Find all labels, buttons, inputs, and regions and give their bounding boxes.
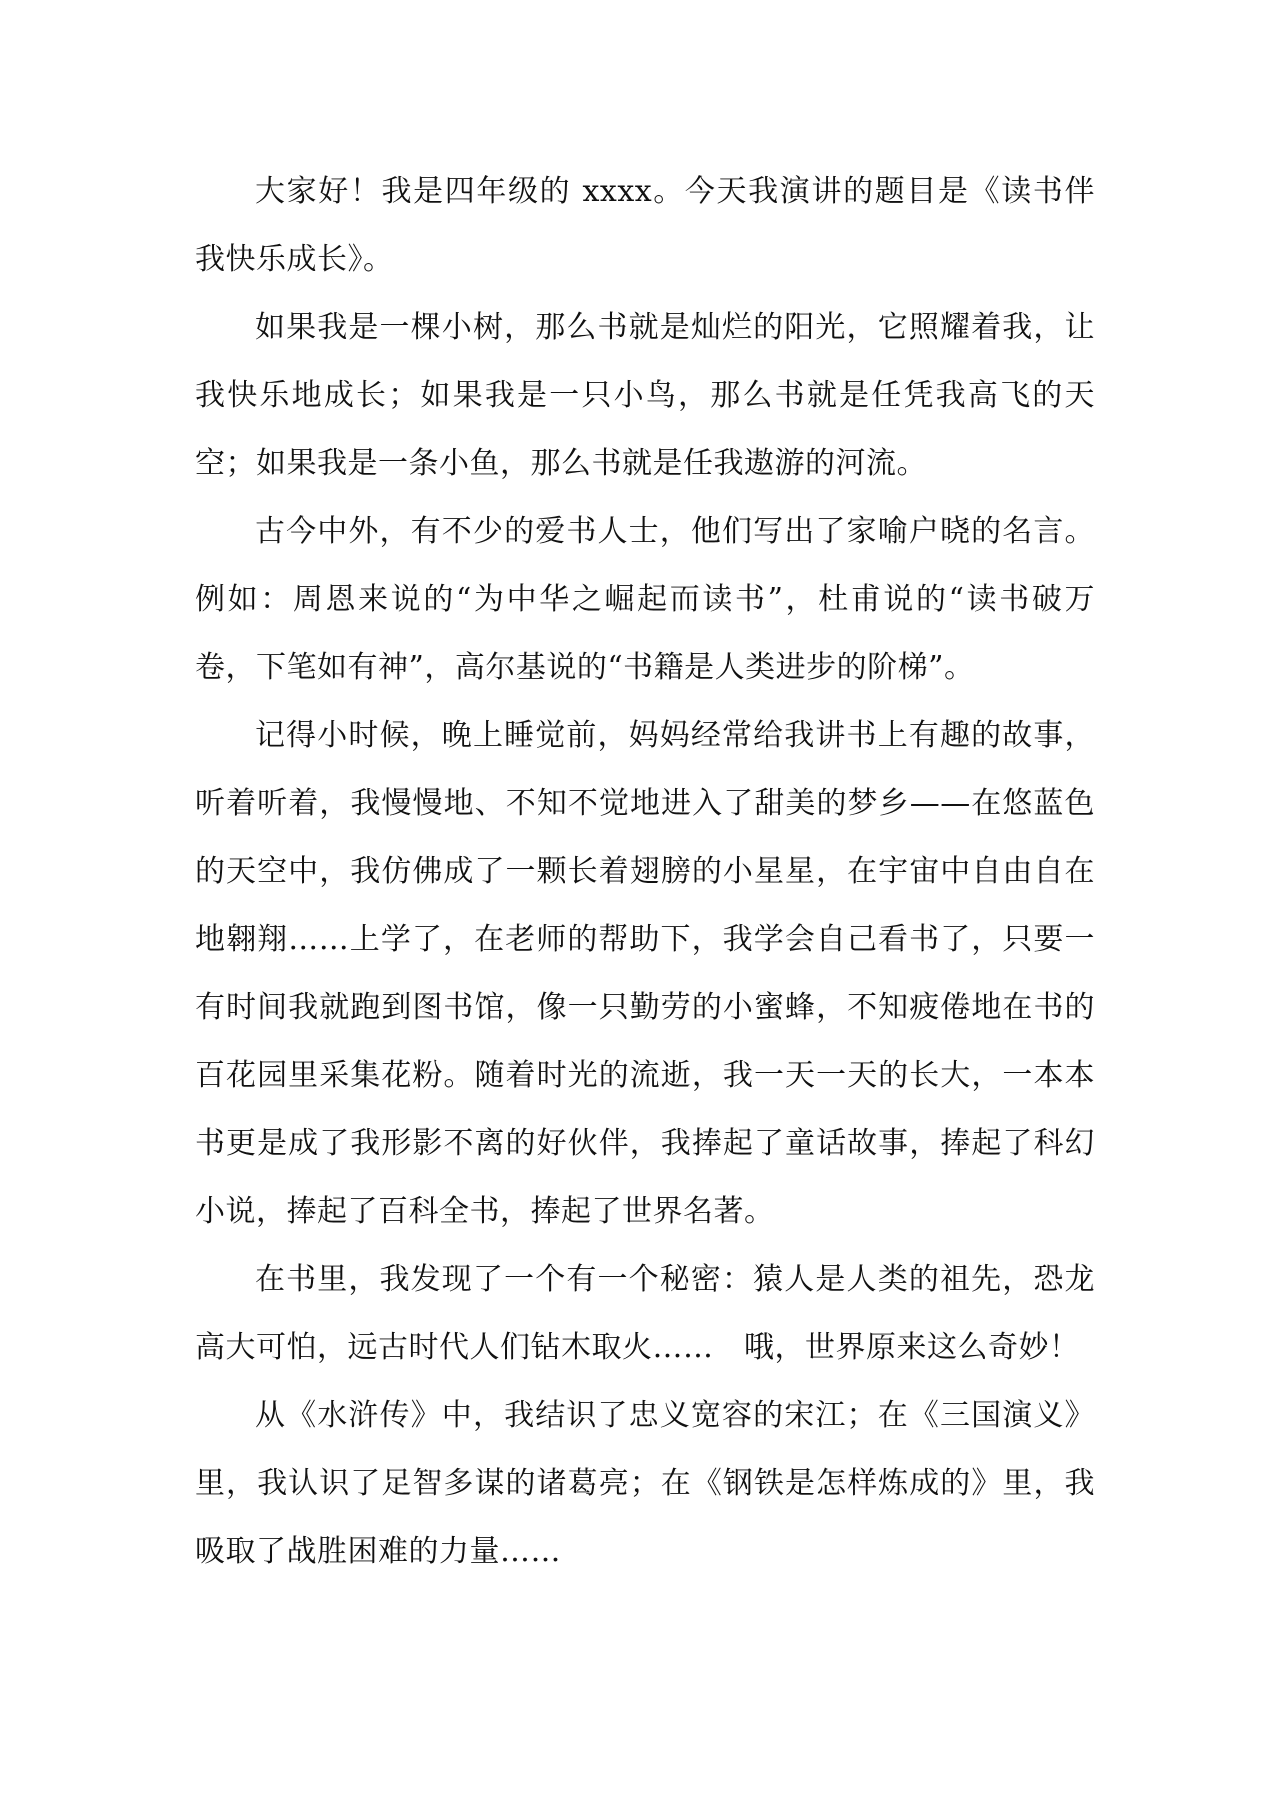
paragraph-secrets: 在书里，我发现了一个有一个秘密：猿人是人类的祖先，恐龙高大可怕，远古时代人们钻木取火…… 哦，世界原来这么奇妙！	[195, 1262, 1095, 1365]
paragraph-greeting: 大家好！我是四年级的 xxxx。今天我演讲的题目是《读书伴我快乐成长》。	[195, 174, 1095, 277]
paragraph-childhood: 记得小时候，晚上睡觉前，妈妈经常给我讲书上有趣的故事，听着听着，我慢慢地、不知不觉地进入了甜美的梦乡——在悠蓝色的天空中，我仿佛成了一颗长着翅膀的小星星，在宇宙中自由自在地翱翔……上学了，在老师的帮助下，我学会自己看书了，只要一有时间我就跑到图书馆，像一只勤劳的小蜜蜂，不知疲倦地在书的百花园里采集花粉。随着时光的流逝，我一天一天的长大，一本本书更是成了我形影不离的好伙伴，我捧起了童话故事，捧起了科幻小说，捧起了百科全书，捧起了世界名著。	[195, 718, 1095, 1229]
paragraph-classics: 从《水浒传》中，我结识了忠义宽容的宋江；在《三国演义》里，我认识了足智多谋的诸葛亮；在《钢铁是怎样炼成的》里，我吸取了战胜困难的力量……	[195, 1398, 1095, 1569]
speech-body	[195, 158, 1095, 1586]
paragraph-quotes: 古今中外，有不少的爱书人士，他们写出了家喻户晓的名言。例如：周恩来说的“为中华之崛起而读书”，杜甫说的“读书破万卷，下笔如有神”，高尔基说的“书籍是人类进步的阶梯”。	[195, 514, 1095, 685]
paragraph-metaphor: 如果我是一棵小树，那么书就是灿烂的阳光，它照耀着我，让我快乐地成长；如果我是一只小鸟，那么书就是任凭我高飞的天空；如果我是一条小鱼，那么书就是任我遨游的河流。	[195, 310, 1095, 481]
